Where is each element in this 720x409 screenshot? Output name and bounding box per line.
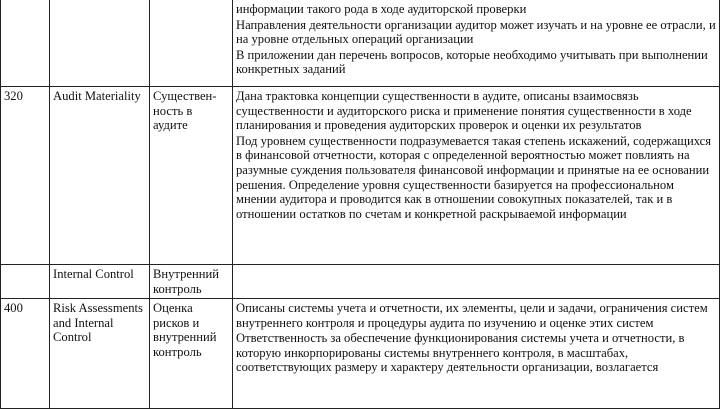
standard-name-ru-cell: Внутренний контроль — [150, 265, 233, 299]
description-paragraph: В приложении дан перечень вопросов, которые необходимо учитывать при выполнении конкретных заданий — [236, 47, 708, 77]
table-row — [1, 299, 720, 409]
description-paragraph: информации такого рода в ходе аудиторской проверки — [236, 2, 527, 16]
standard-description-cell — [233, 0, 720, 87]
standard-name-ru-cell: Существенность в аудите — [150, 87, 233, 265]
standard-name-en-cell — [50, 0, 150, 87]
standard-name-en-cell: Risk Assessments and Internal Control — [50, 299, 150, 409]
description-paragraph: Дана трактовка концепции существенности в аудите, описаны взаимосвязь существенности и аудиторского риска и применение понятия существенности в ходе планирования и проведения аудиторских проверок и оценки их результатов — [236, 89, 692, 133]
standard-name-en-cell: Audit Materiality — [50, 87, 150, 265]
description-paragraph: Ответственность за обеспечение функционирования системы учета и отчетности, в которую инкорпорированы системы внутреннего контроля, в масштабах, соответствующих размеру и характеру деятельности организации, возлагается — [236, 331, 685, 375]
standard-number-cell — [1, 265, 50, 299]
table-row — [1, 0, 720, 87]
standard-number-cell: 400 — [1, 299, 50, 409]
standard-number-cell: 320 — [1, 87, 50, 265]
table-row — [1, 87, 720, 265]
standard-number-cell — [1, 0, 50, 87]
standard-description-cell — [233, 87, 720, 265]
standard-description-cell — [233, 299, 720, 409]
description-paragraph: Направления деятельности организации аудитор может изучать и на уровне ее отрасли, и на уровне отдельных операций организации — [236, 17, 716, 47]
table-row — [1, 265, 720, 299]
standard-name-ru-cell: Оценка рисков и внутренний контроль — [150, 299, 233, 409]
description-paragraph: Под уровнем существенности подразумевается такая степень искажений, содержащихся в финансовой отчетности, которая с определенной вероятностью может повлиять на разумные суждения пользователя финансовой информации и принятые на ее основании решения. Определение уровня существенности базируется на профессиональном мнении аудитора и проводится как в отношении совокупных показателей, так и в отношении остатков по счетам и конкретной раскрываемой информации — [236, 133, 712, 221]
standard-name-en-cell: Internal Control — [50, 265, 150, 299]
standard-name-ru-cell — [150, 0, 233, 87]
description-paragraph: Описаны системы учета и отчетности, их элементы, цели и задачи, ограничения систем внутреннего контроля и процедуры аудита по изучению и оценке этих систем — [236, 301, 708, 330]
standard-description-cell — [233, 265, 720, 299]
